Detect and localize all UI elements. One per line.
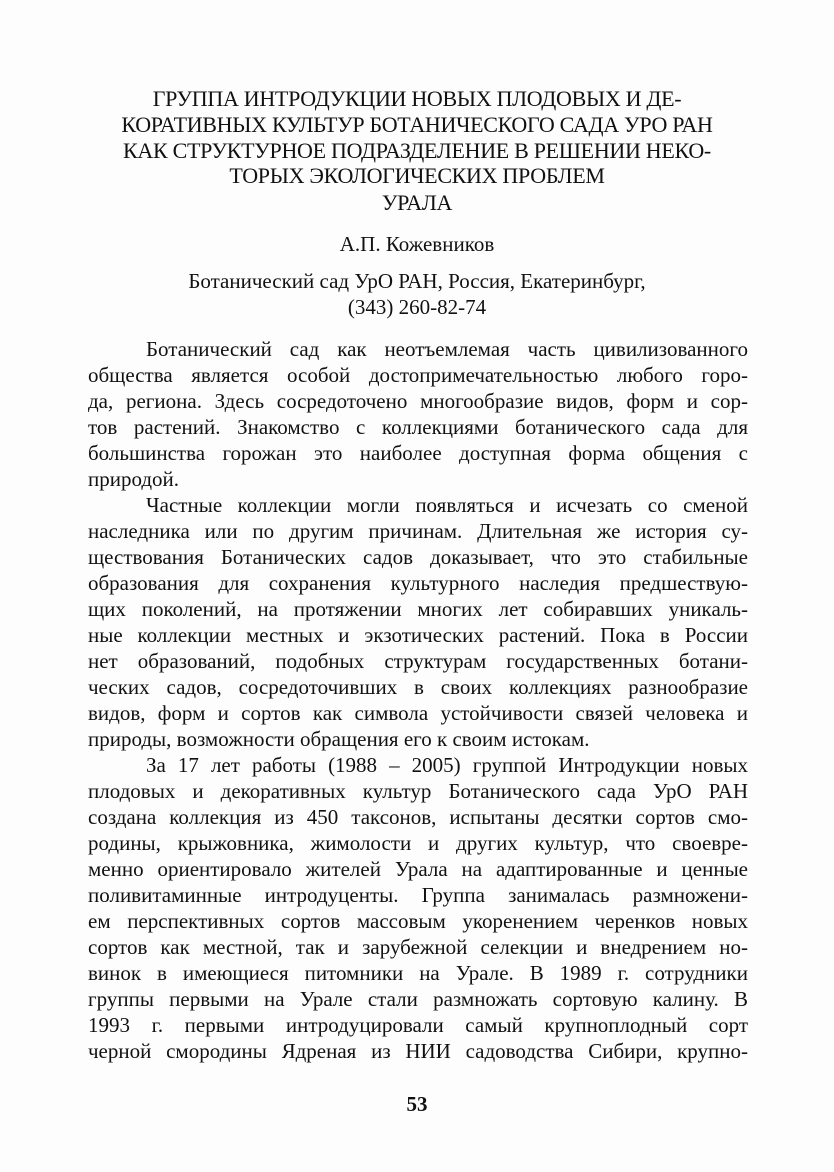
- title-line-2: КОРАТИВНЫХ КУЛЬТУР БОТАНИЧЕСКОГО САДА УРО РАН: [121, 112, 713, 137]
- text-line: Частные коллекции могли появляться и исчезать со сменой: [146, 493, 748, 517]
- text-line: 1993 г. первыми интродуцировали самый крупноплодный сорт: [88, 1013, 748, 1037]
- text-line: видов, форм и сортов как символа устойчивости связей человека и: [88, 701, 748, 725]
- text-line: да, региона. Здесь сосредоточено многообразие видов, форм и сор-: [88, 389, 748, 413]
- text-line: ческих садов, сосредоточивших в своих коллекциях разнообразие: [88, 675, 748, 699]
- text-line: Ботанический сад как неотъемлемая часть цивилизованного: [146, 337, 748, 361]
- text-line: наследника или по другим причинам. Длительная же история су-: [88, 519, 748, 543]
- text-line: природы, возможности обращения его к своим истокам.: [88, 727, 590, 751]
- text-line: родины, крыжовника, жимолости и других культур, что своевре-: [88, 831, 748, 855]
- text-line: ем перспективных сортов массовым укоренением черенков новых: [88, 909, 748, 933]
- paragraph-2: [88, 492, 748, 752]
- text-line: образования для сохранения культурного наследия предшествую-: [88, 571, 748, 595]
- title-line-4: ТОРЫХ ЭКОЛОГИЧЕСКИХ ПРОБЛЕМ: [229, 163, 605, 188]
- text-line: общества является особой достопримечательностью любого горо-: [88, 363, 748, 387]
- text-line: За 17 лет работы (1988 – 2005) группой Интродукции новых: [146, 753, 748, 777]
- text-line: ные коллекции местных и экзотических растений. Пока в России: [88, 623, 748, 647]
- text-line: плодовых и декоративных культур Ботанического сада УрО РАН: [88, 779, 748, 803]
- title-line-3: КАК СТРУКТУРНОЕ ПОДРАЗДЕЛЕНИЕ В РЕШЕНИИ НЕКО-: [123, 138, 711, 163]
- text-line: ществования Ботанических садов доказывает, что это стабильные: [88, 545, 748, 569]
- title-line-5: УРАЛА: [381, 190, 453, 215]
- text-line: природой.: [88, 467, 180, 491]
- text-line: менно ориентировало жителей Урала на адаптированные и ценные: [88, 857, 748, 881]
- page-number: 53: [406, 1092, 428, 1116]
- text-line: черной смородины Ядреная из НИИ садоводства Сибири, крупно-: [88, 1039, 748, 1063]
- text-line: сортов как местной, так и зарубежной селекции и внедрением но-: [88, 935, 748, 959]
- text-line: большинства горожан это наиболее доступная форма общения с: [88, 441, 748, 465]
- affiliation-line-2: (343) 260-82-74: [347, 295, 487, 319]
- text-line: создана коллекция из 450 таксонов, испытаны десятки сортов смо-: [88, 805, 748, 829]
- text-line: поливитаминные интродуценты. Группа занималась размножени-: [88, 883, 748, 907]
- paragraph-1: [88, 336, 748, 492]
- text-line: винок в имеющиеся питомники на Урале. В 1989 г. сотрудники: [88, 961, 748, 985]
- affiliation-line-1: Ботанический сад УрО РАН, Россия, Екатеринбург,: [188, 269, 646, 293]
- text-line: нет образований, подобных структурам государственных ботани-: [88, 649, 748, 673]
- author-name: А.П. Кожевников: [339, 232, 495, 256]
- text-line: группы первыми на Урале стали размножать сортовую калину. В: [88, 987, 748, 1011]
- paragraph-3: [88, 752, 748, 1064]
- text-line: щих поколений, на протяжении многих лет собиравших уникаль-: [88, 597, 748, 621]
- title-line-1: ГРУППА ИНТРОДУКЦИИ НОВЫХ ПЛОДОВЫХ И ДЕ-: [152, 86, 682, 111]
- text-line: тов растений. Знакомство с коллекциями ботанического сада для: [88, 415, 748, 439]
